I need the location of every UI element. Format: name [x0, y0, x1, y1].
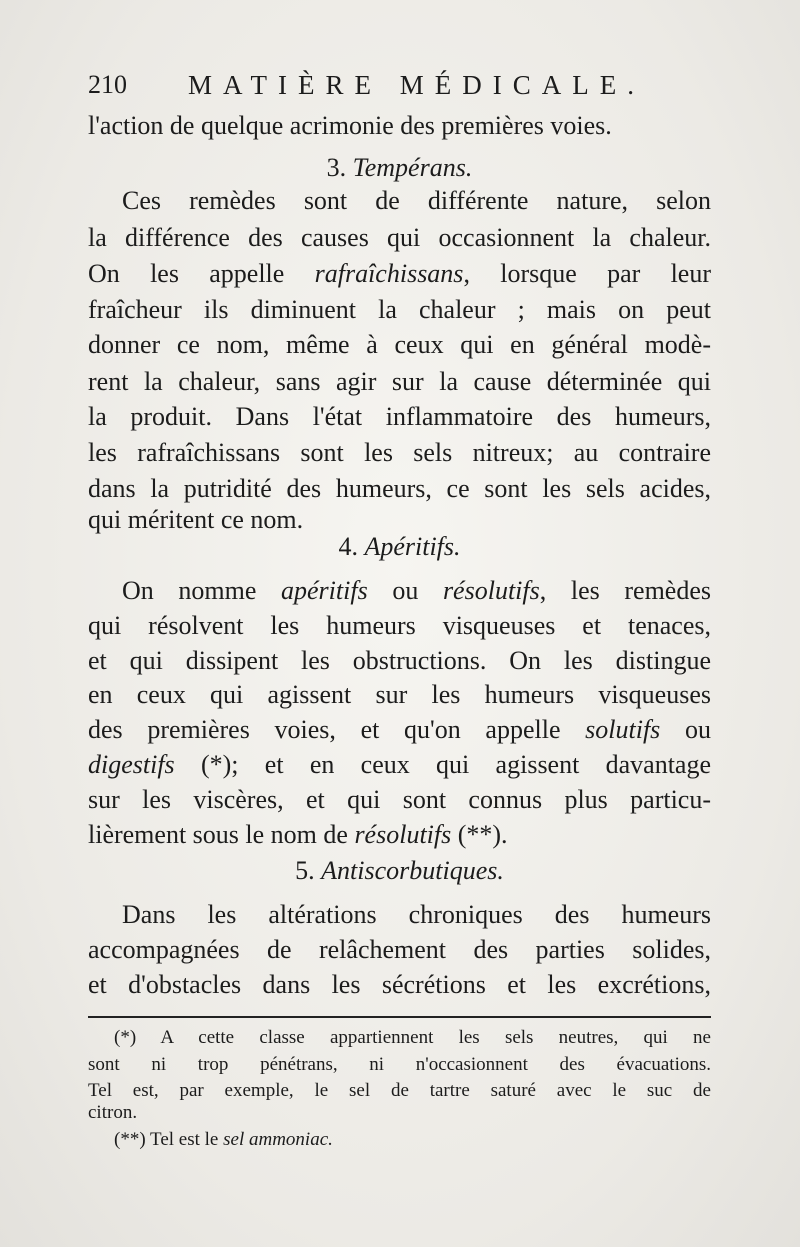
text-line: qui résolvent les humeurs visqueuses et tenaces, — [88, 611, 711, 640]
text-line: Dans les altérations chroniques des humeurs — [122, 900, 711, 929]
section-heading-aperitifs: 4. Apéritifs. — [338, 532, 461, 561]
page-header — [88, 70, 711, 110]
text-line: On nomme apéritifs ou résolutifs, les remèdes — [122, 576, 711, 605]
text-line: et qui dissipent les obstructions. On les distingue — [88, 646, 711, 675]
text-line: et d'obstacles dans les sécrétions et les excrétions, — [88, 970, 711, 999]
text-line: On les appelle rafraîchissans, lorsque par leur — [88, 259, 711, 288]
text-line: donner ce nom, même à ceux qui en général modè- — [88, 330, 711, 359]
text-line: lièrement sous le nom de résolutifs (**). — [88, 820, 508, 849]
text-line: les rafraîchissans sont les sels nitreux; au contraire — [88, 438, 711, 467]
text-line: Ces remèdes sont de différente nature, selon — [122, 186, 711, 215]
text-line: la différence des causes qui occasionnent la chaleur. — [88, 223, 711, 252]
text-line: digestifs (*); et en ceux qui agissent davantage — [88, 750, 711, 779]
footnote-line: (**) Tel est le sel ammoniac. — [114, 1129, 333, 1150]
running-title: MATIÈRE MÉDICALE. — [188, 70, 645, 100]
text-line: des premières voies, et qu'on appelle solutifs ou — [88, 715, 711, 744]
text-line: la produit. Dans l'état inflammatoire des humeurs, — [88, 402, 711, 431]
section-heading-antiscorbutiques: 5. Antiscorbutiques. — [295, 856, 504, 885]
section-heading-tempérans: 3. Tempérans. — [326, 153, 473, 182]
text-line: fraîcheur ils diminuent la chaleur ; mais on peut — [88, 295, 711, 324]
text-line: accompagnées de relâchement des parties solides, — [88, 935, 711, 964]
footnote-line: sont ni trop pénétrans, ni n'occasionnent des évacuations. — [88, 1054, 711, 1075]
text-line: en ceux qui agissent sur les humeurs visqueuses — [88, 680, 711, 709]
footnote-line: citron. — [88, 1102, 138, 1123]
page-number: 210 — [88, 70, 127, 99]
text-line: qui méritent ce nom. — [88, 505, 304, 534]
text-line: sur les viscères, et qui sont connus plus particu- — [88, 785, 711, 814]
text-line: rent la chaleur, sans agir sur la cause déterminée qui — [88, 367, 711, 396]
text-line: dans la putridité des humeurs, ce sont les sels acides, — [88, 474, 711, 503]
footnote-line: (*) A cette classe appartiennent les sels neutres, qui ne — [114, 1027, 711, 1048]
footnote-rule — [88, 1016, 711, 1018]
footnote-line: Tel est, par exemple, le sel de tartre saturé avec le suc de — [88, 1080, 711, 1101]
text-line: l'action de quelque acrimonie des premières voies. — [88, 111, 612, 140]
